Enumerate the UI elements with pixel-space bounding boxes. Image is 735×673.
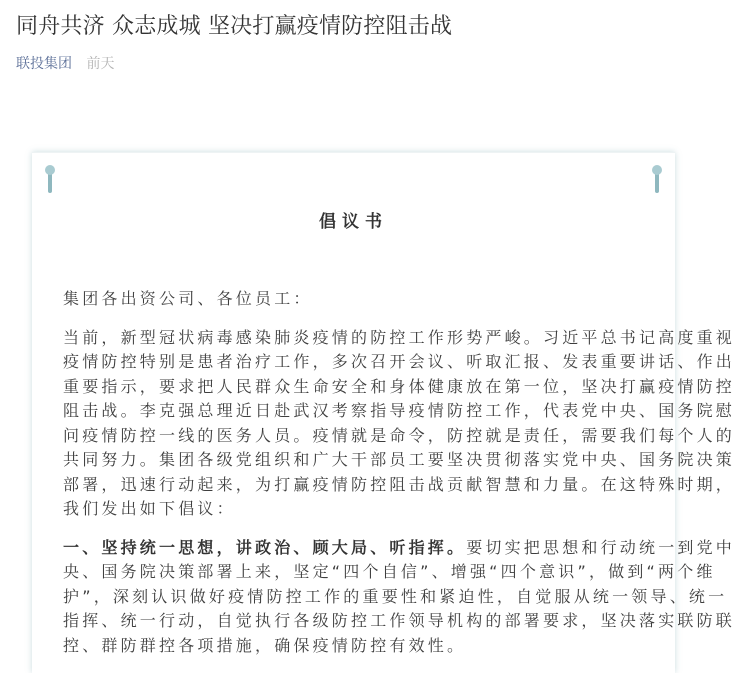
article-title: 同舟共济 众志成城 坚决打赢疫情防控阻击战 (16, 14, 453, 39)
text-line: 部署，迅速行动起来，为打赢疫情防控阻击战贡献智慧和力量。在这特殊时期， (63, 474, 735, 494)
point-1 (63, 536, 735, 659)
letter-heading: 倡议书 (319, 212, 388, 232)
text-line: 央、国务院决策部署上来，坚定“四个自信”、增强“四个意识”，做到“两个维 (63, 562, 716, 581)
point-1-text: 要切实把思想和行动统一到党中 (466, 537, 735, 557)
salutation: 集团各出资公司、各位员工： (63, 289, 313, 308)
point-1-first-line (63, 536, 735, 561)
proposal-card (32, 152, 735, 673)
text-line: 阻击战。李克强总理近日赴武汉考察指导疫情防控工作，代表党中央、国务院慰 (63, 401, 735, 420)
point-1-heading: 一、坚持统一思想，讲政治、顾大局、听指挥。 (63, 537, 467, 557)
pushpin-icon (652, 165, 662, 193)
text-line: 重要指示，要求把人民群众生命安全和身体健康放在第一位，坚决打赢疫情防控 (63, 376, 735, 396)
text-line: 指挥、统一行动，自觉执行各级防控工作领导机构的部署要求，坚决落实联防联 (63, 611, 735, 630)
pushpin-icon (45, 165, 55, 193)
text-line: 疫情防控特别是患者治疗工作，多次召开会议、听取汇报、发表重要讲话、作出 (63, 352, 735, 371)
text-line: 当前，新型冠状病毒感染肺炎疫情的防控工作形势严峻。习近平总书记高度重视 (63, 327, 735, 347)
text-line: 护”，深刻认识做好疫情防控工作的重要性和紧迫性，自觉服从统一领导、统一 (63, 586, 728, 606)
letter-body (63, 287, 735, 672)
text-line: 共同努力。集团各级党组织和广大干部员工要坚决贯彻落实党中央、国务院决策 (63, 450, 735, 469)
paragraph-1 (63, 326, 735, 522)
publish-time: 前天 (86, 56, 115, 72)
text-line: 控、群防群控各项措施，确保疫情防控有效性。 (63, 635, 467, 655)
text-line: 我们发出如下倡议： (63, 499, 236, 518)
text-line: 问疫情防控一线的医务人员。疫情就是命令，防控就是责任，需要我们每个人的 (63, 425, 735, 445)
author-link[interactable]: 联投集团 (16, 56, 72, 72)
article-meta (16, 53, 114, 73)
